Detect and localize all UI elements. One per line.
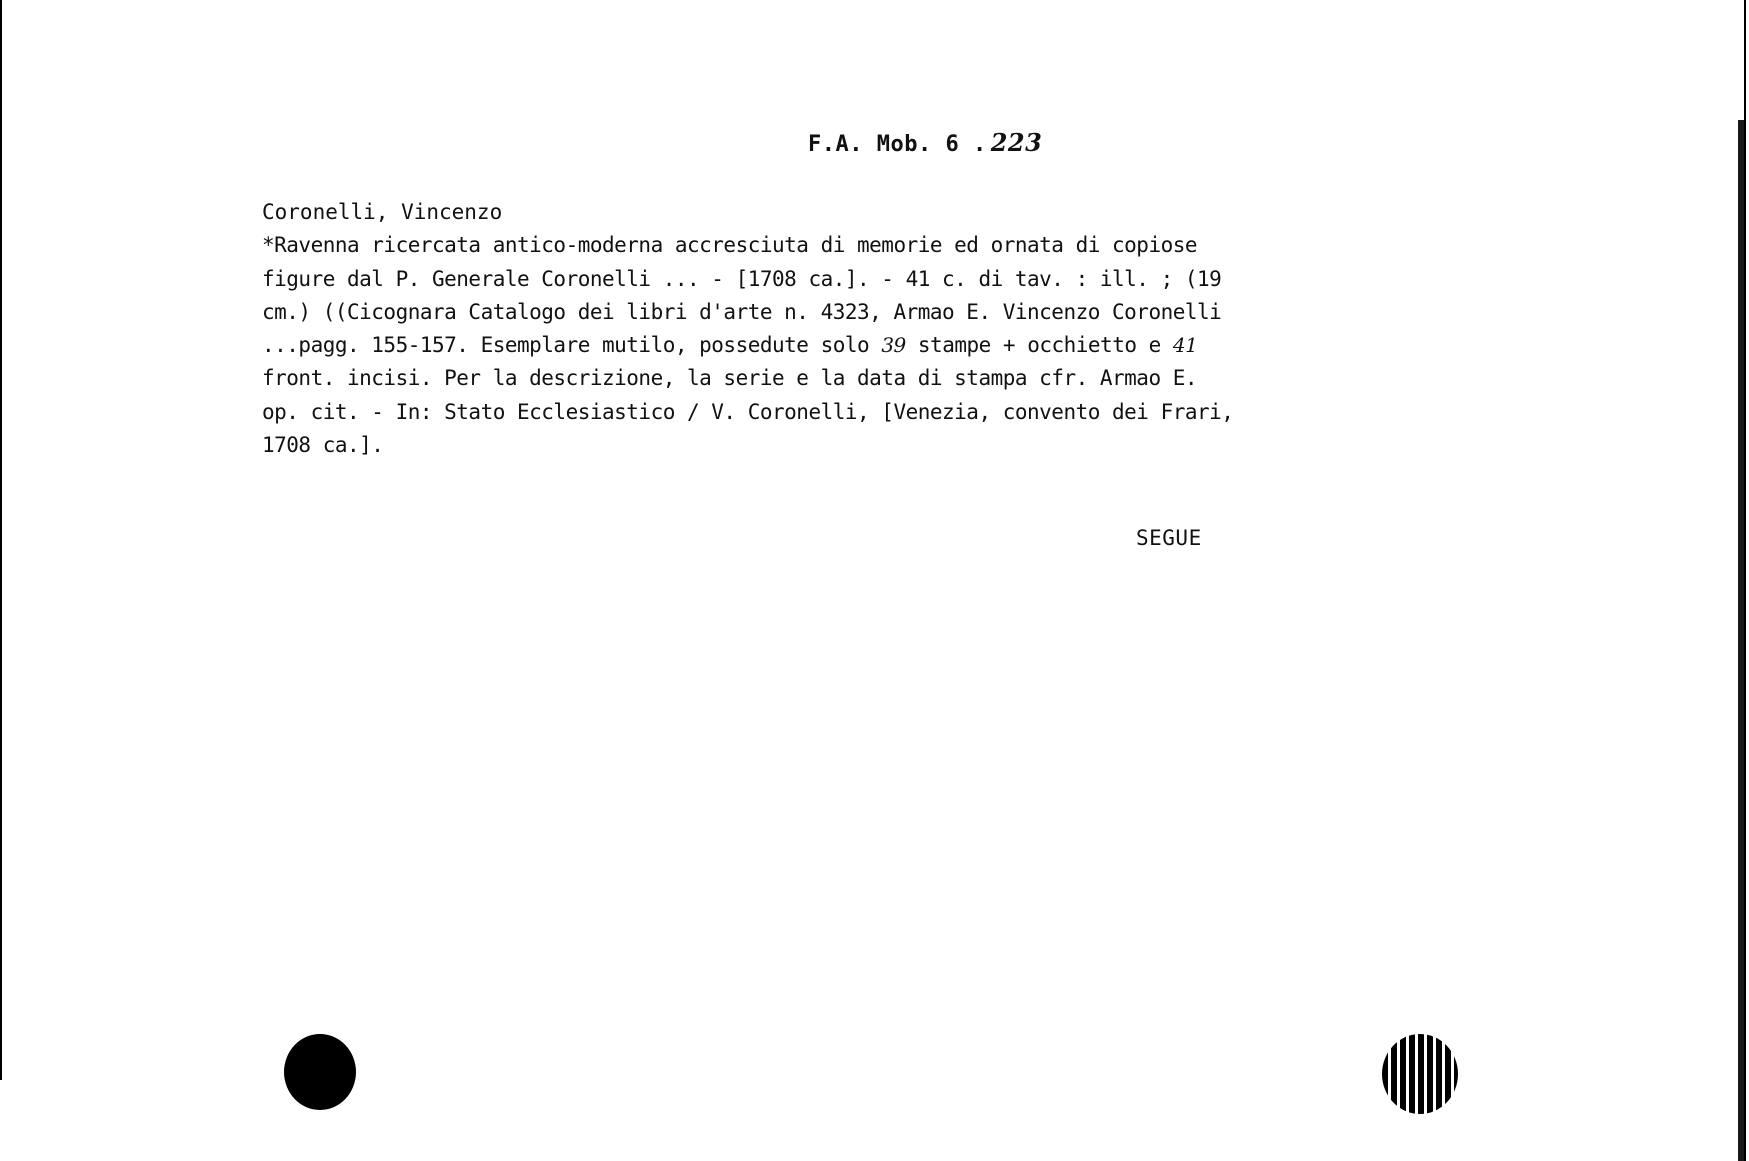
punch-hole-left xyxy=(284,1034,356,1110)
description-line-2: figure dal P. Generale Coronelli ... - [1708 ca.]. - 41 c. di tav. : ill. ; (19 xyxy=(262,266,1222,291)
punch-hole-right xyxy=(1382,1034,1458,1114)
description-line-1: *Ravenna ricercata antico-moderna accresciuta di memorie ed ornata di copiose xyxy=(262,233,1198,258)
handwritten-count-1: 39 xyxy=(881,333,906,358)
description-line-7: 1708 ca.]. xyxy=(262,433,384,458)
shelfmark-handwritten-number: 223 xyxy=(990,128,1043,157)
description-line-4-mid: stampe + occhietto e xyxy=(905,333,1173,358)
segue-label: SEGUE xyxy=(1136,526,1202,550)
description-line-4 xyxy=(262,329,1222,362)
description-line-6: op. cit. - In: Stato Ecclesiastico / V. Coronelli, [Venezia, convento dei Frari, xyxy=(262,399,1234,424)
shelfmark xyxy=(808,128,1042,157)
scan-right-border xyxy=(1744,0,1746,1161)
author-heading: Coronelli, Vincenzo xyxy=(262,200,503,224)
shelfmark-typed: F.A. Mob. 6 . xyxy=(808,132,987,157)
catalog-card-body xyxy=(262,196,1234,462)
scan-left-edge xyxy=(0,0,2,1080)
handwritten-count-2: 41 xyxy=(1172,333,1198,358)
description-line-3: cm.) ((Cicognara Catalogo dei libri d'arte n. 4323, Armao E. Vincenzo Coronelli xyxy=(262,299,1222,324)
description-line-4-text: ...pagg. 155-157. Esemplare mutilo, possedute solo xyxy=(262,333,870,358)
description-line-5: front. incisi. Per la descrizione, la serie e la data di stampa cfr. Armao E. xyxy=(262,366,1198,391)
